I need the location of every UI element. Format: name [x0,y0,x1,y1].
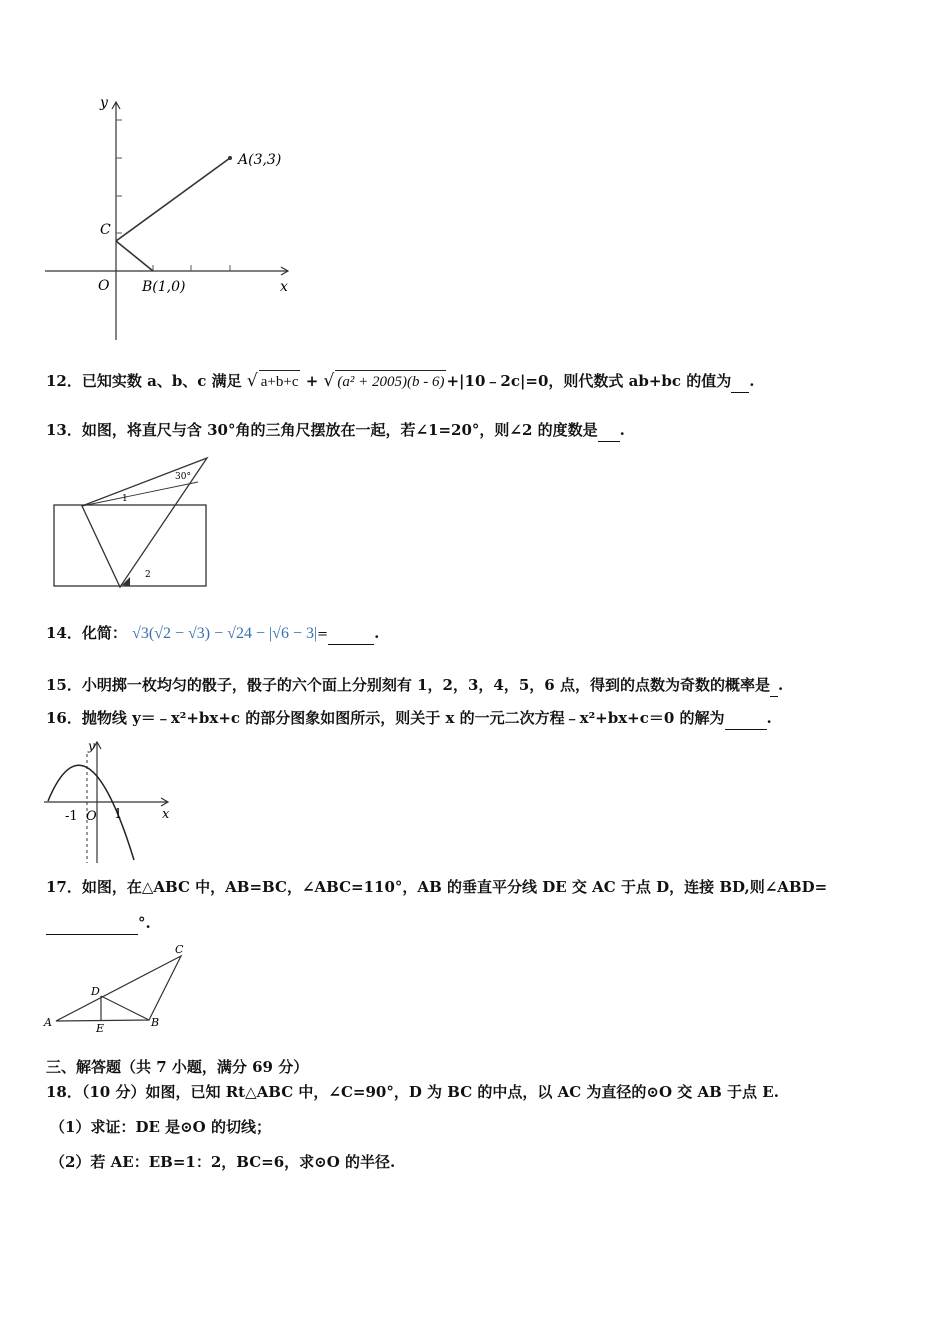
q15-end: . [777,676,784,694]
sqrt-icon: √ [246,371,258,391]
c-label: C [100,222,111,238]
sqrt-icon: √ [323,371,335,391]
y-label: y [88,739,95,753]
angle-1-label: 1 [122,494,128,504]
origin-label: O [86,809,97,824]
question-17 [46,876,827,898]
q17-suffix: °. [138,914,151,932]
neg1-label: -1 [65,809,78,824]
angle-2-label: 2 [145,570,151,580]
q12-answer-blank[interactable] [731,370,749,393]
q12-end: . [749,372,755,390]
q12-suffix: +|10﹣2c|=0，则代数式 ab+bc 的值为 [446,372,732,390]
question-16 [46,707,772,730]
ruler [54,505,206,586]
q16-answer-blank[interactable] [725,707,767,730]
q17-answer-blank[interactable] [46,912,138,935]
x-label: x [280,279,288,295]
question-18: 18．（10 分）如图，已知 Rt△ABC 中，∠C=90°，D 为 BC 的中点，以 AC 为直径的⊙O 交 AB 于点 E. [46,1083,779,1101]
question-15 [46,674,783,697]
origin-label: O [98,278,110,294]
q13-text: 13．如图，将直尺与含 30°角的三角尺摆放在一起，若∠1=20°，则∠2 的度数是 [46,421,598,439]
q12-radicand-2: (a² + 2005)(b - 6) [335,370,446,393]
q15-answer-blank[interactable] [770,674,778,697]
segment-ca [116,158,230,241]
b-label: B(1,0) [142,279,186,295]
point-a [228,156,232,160]
q14-eq: = [317,627,329,642]
q17-line1: 17．如图，在△ABC 中，AB=BC，∠ABC=110°，AB 的垂直平分线 DE 交 AC 于点 D，连接 BD,则∠ABD= [46,878,828,896]
q11-figure [40,92,300,347]
q13-end: . [619,421,625,439]
q12-prefix: 12．已知实数 a、b、c 满足 [46,372,242,390]
triangle-abc [56,956,181,1021]
section-3-title: 三、解答题（共 7 小题，满分 69 分） [46,1058,309,1076]
label-a: A [44,1016,52,1029]
question-12 [46,370,755,393]
label-c: C [175,943,184,956]
q14-answer-blank[interactable] [328,622,374,645]
q12-plus: + [305,372,319,390]
question-18-part1: （1）求证：DE 是⊙O 的切线； [50,1118,271,1136]
q14-expression: √3(√2 − √3) − √24 − |√6 − 3| [132,625,318,642]
question-14 [46,622,379,646]
angle-30-label: 30° [175,472,191,482]
q14-prefix: 14．化简： [46,624,127,642]
set-square-inner-line [82,482,198,506]
q15-text: 15．小明掷一枚均匀的骰子，骰子的六个面上分别刻有 1，2，3，4，5，6 点，得到的点数为奇数的概率是 [46,676,770,694]
label-e: E [96,1022,105,1035]
q17-figure [40,940,200,1035]
question-13 [46,419,625,442]
q14-end: . [374,624,380,642]
y-label: y [100,95,108,111]
q16-figure [40,738,180,868]
q16-end: . [766,709,772,727]
a-label: A(3,3) [238,152,282,168]
segment-cb [116,241,153,271]
q16-text: 16．抛物线 y＝﹣x²+bx+c 的部分图象如图所示，则关于 x 的一元二次方程﹣x²+bx+c＝0 的解为 [46,709,725,727]
label-d: D [91,985,100,998]
question-17-line2 [46,912,151,935]
segment-db [101,996,149,1020]
q13-answer-blank[interactable] [598,419,620,442]
x-label: x [162,807,170,822]
label-b: B [151,1016,160,1029]
question-18-part2: （2）若 AE：EB=1：2，BC=6，求⊙O 的半径. [50,1153,396,1171]
one-label: 1 [114,807,123,822]
q12-radicand-1: a+b+c [259,370,301,393]
q13-figure [50,455,215,595]
